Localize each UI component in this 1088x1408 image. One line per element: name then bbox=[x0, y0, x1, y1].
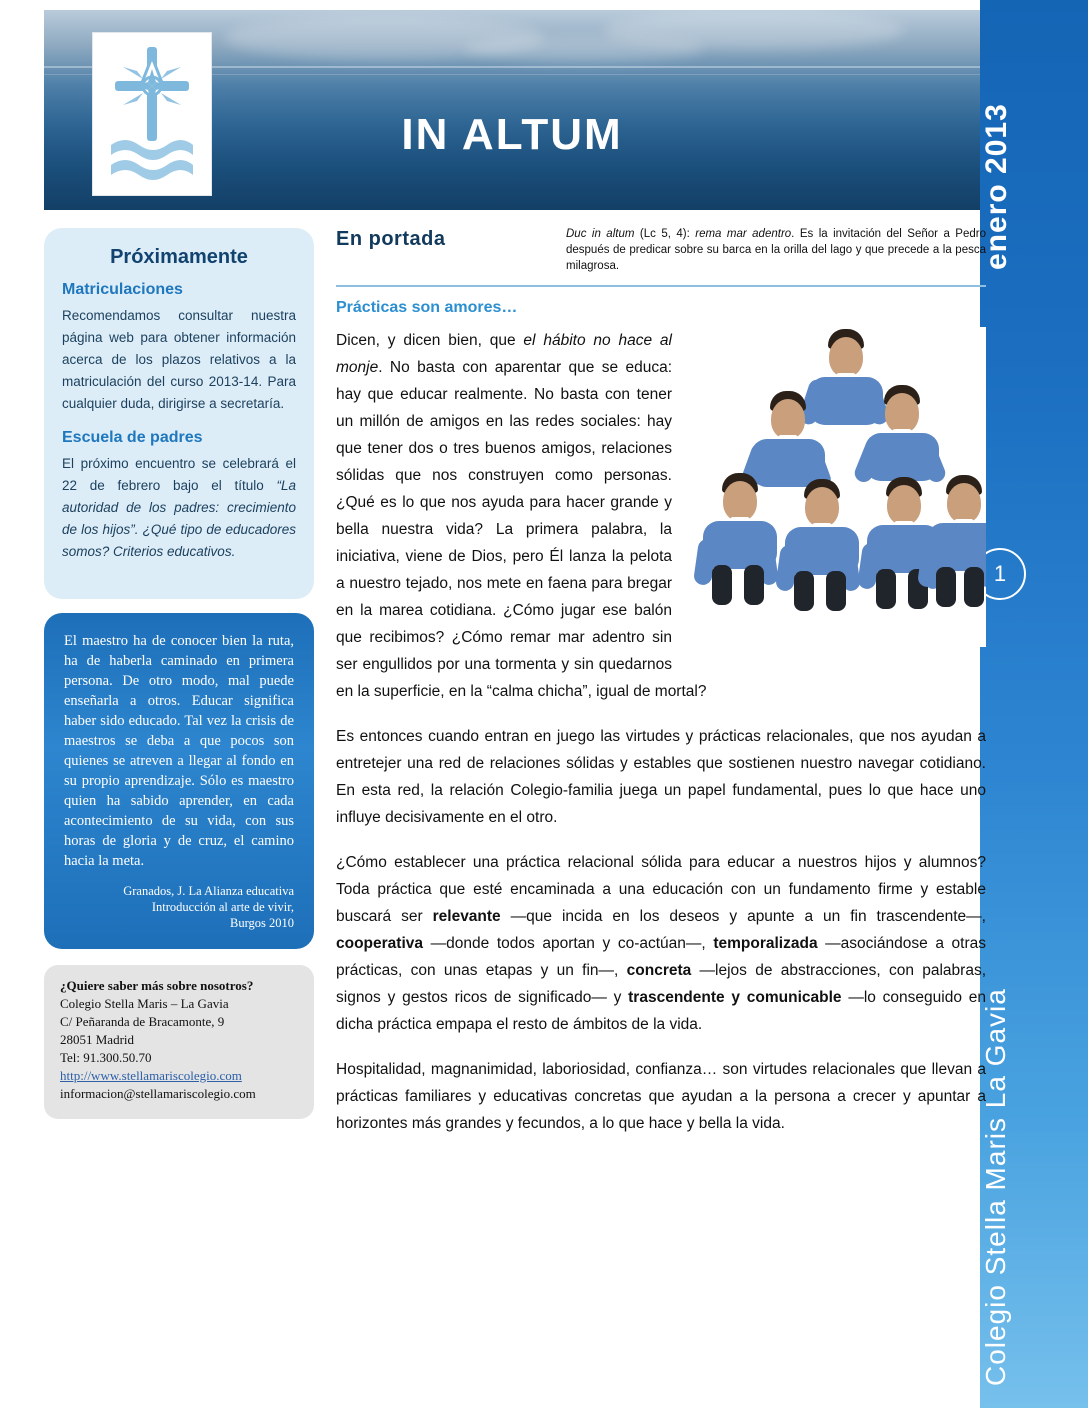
school-logo bbox=[92, 32, 212, 196]
p1-italic: el hábito no hace al monje bbox=[336, 332, 672, 376]
contact-line-city: 28051 Madrid bbox=[60, 1032, 135, 1047]
section-heading: En portada bbox=[336, 228, 446, 250]
article-kicker: Prácticas son amores… bbox=[336, 299, 518, 316]
sidebar-title: Próximamente bbox=[110, 246, 248, 268]
article-paragraph-3 bbox=[336, 849, 986, 1038]
sidebar-text-escuela-padres bbox=[62, 453, 296, 563]
right-side-bar bbox=[980, 0, 1088, 1408]
section-divider bbox=[336, 285, 986, 287]
p3-bold-trascendente: trascendente y comunicable bbox=[628, 989, 842, 1006]
contact-panel bbox=[44, 965, 314, 1119]
escuela-text-plain: El próximo encuentro se celebrará el 22 de febrero bajo el título bbox=[62, 456, 296, 493]
students-pyramid-photo bbox=[686, 327, 986, 647]
contact-line-school: Colegio Stella Maris – La Gavia bbox=[60, 996, 229, 1011]
cloud-decoration bbox=[464, 36, 704, 62]
duc-italic-translation: rema mar adentro bbox=[695, 228, 792, 240]
duc-italic-latin: Duc in altum bbox=[566, 228, 635, 240]
p1-part-a: Dicen, y dicen bien, que bbox=[336, 332, 524, 349]
p3-part-a: ¿Cómo establecer una práctica relacional sólida para educar a nuestros hijos y alumnos? Toda práctica que esté encaminada a una educación con un fundamento firme y estable buscará ser bbox=[336, 854, 986, 925]
quote-source-line2: Introducción al arte de vivir, bbox=[151, 900, 294, 914]
contact-line-phone: Tel: 91.300.50.70 bbox=[60, 1050, 152, 1065]
p3-part-d: —asociándose a otras prácticas, con unas etapas y un fin—, bbox=[336, 935, 986, 979]
proximamente-panel bbox=[44, 228, 314, 599]
page-number-badge: 1 bbox=[974, 548, 1026, 600]
p1-part-b: . No basta con aparentar que se educa: hay que educar realmente. No basta con tener un millón de amigos en las redes sociales: hay que tener dos o tres buenos amigos, relaciones sólidas que nos construyen como personas. ¿Qué es lo que nos ayuda para hacer grande y bella nuestra vida? La primera palabra, la iniciativa, viene de Dios, pero Él lanza la pelota a nuestro tejado, nos mete en faena para bregar en la marea cotidiana. ¿Cómo jugar ese balón que recibimos? ¿Cómo remar mar adentro sin ser engullidos por una tormenta y sin quedarnos en la superficie, en la “calma chicha”, igual de mortal? bbox=[336, 359, 707, 700]
quote-text: El maestro ha de conocer bien la ruta, ha de haberla caminado en primera persona. De otro modo, mal puede enseñarla a otros. Educar significa haber sido educado. Tal vez la crisis de maestros se deba a que pocos son quienes se atreven a llegar al fondo en su propio aprendizaje. Sólo es maestro quien ha sabido aprender, en cada acontecimiento de su vida, con sus horas de gloria y de cruz, el camino hacia la meta. bbox=[64, 633, 294, 869]
p3-bold-concreta: concreta bbox=[626, 962, 692, 979]
p3-bold-relevante: relevante bbox=[432, 908, 501, 925]
contact-email[interactable]: informacion@stellamariscolegio.com bbox=[60, 1086, 256, 1101]
p3-part-b: —que incida en los deseos y apunte a un fin trascendente—, bbox=[500, 908, 986, 925]
contact-website-link[interactable]: http://www.stellamariscolegio.com bbox=[60, 1068, 242, 1083]
article-paragraph-4: Hospitalidad, magnanimidad, laboriosidad, confianza… son virtudes relacionales que llevan a prácticas familiares y educativas concretas que ayudan a la persona a crecer y apuntar a horizontes más grandes y fecundos, a lo que hace y bella la vida. bbox=[336, 1061, 986, 1132]
main-content bbox=[336, 228, 986, 1155]
sidebar-heading-escuela-padres: Escuela de padres bbox=[62, 429, 203, 446]
duc-in-altum-note: Duc in altum (Lc 5, 4): rema mar adentro. Es la invitación del Señor a Pedro después de predicar sobre su barca en la orilla del lago y que precede a la pesca milagrosa. bbox=[566, 228, 986, 272]
issue-date: enero 2013 bbox=[980, 103, 1013, 270]
quote-source-line3: Burgos 2010 bbox=[229, 916, 294, 930]
article-photo-wrapper bbox=[686, 327, 986, 647]
quote-source-line1: Granados, J. La Alianza educativa bbox=[123, 884, 294, 898]
masthead-banner bbox=[44, 10, 980, 210]
sidebar-heading-matriculaciones: Matriculaciones bbox=[62, 281, 183, 298]
p3-part-c: —donde todos aportan y co-actúan—, bbox=[423, 935, 714, 952]
p3-part-f: —lo conseguido en dicha práctica empapa el resto de ámbitos de la vida. bbox=[336, 989, 986, 1033]
school-name-vertical: Colegio Stella Maris La Gavia bbox=[980, 988, 1011, 1386]
p3-part-e: —lejos de abstracciones, con palabras, signos y gestos ricos de significado— y bbox=[336, 962, 986, 1006]
contact-line-street: C/ Peñaranda de Bracamonte, 9 bbox=[60, 1014, 225, 1029]
article-paragraph-2: Es entonces cuando entran en juego las virtudes y prácticas relacionales, que nos ayudan a entretejer una red de relaciones sólidas y estables que sostienen nuestro navegar cotidiano. En esta red, la relación Colegio-familia juega un papel fundamental, pues lo que hace uno influye decisivamente en el otro. bbox=[336, 728, 986, 826]
p3-bold-temporalizada: temporalizada bbox=[713, 935, 818, 952]
sidebar bbox=[44, 228, 314, 1119]
p3-bold-cooperativa: cooperativa bbox=[336, 935, 424, 952]
sidebar-text-matriculaciones: Recomendamos consultar nuestra página web para obtener información acerca de los plazos relativos a la matriculación del curso 2013-14. Para cualquier duda, dirigirse a secretaría. bbox=[62, 308, 296, 411]
quote-source bbox=[64, 883, 294, 931]
quote-panel bbox=[44, 613, 314, 949]
contact-title: ¿Quiere saber más sobre nosotros? bbox=[60, 978, 254, 993]
page-title: IN ALTUM bbox=[401, 110, 623, 159]
escuela-text-italic: “La autoridad de los padres: crecimiento de los hijos”. ¿Qué tipo de educadores somos? Criterios educativos. bbox=[62, 478, 296, 559]
